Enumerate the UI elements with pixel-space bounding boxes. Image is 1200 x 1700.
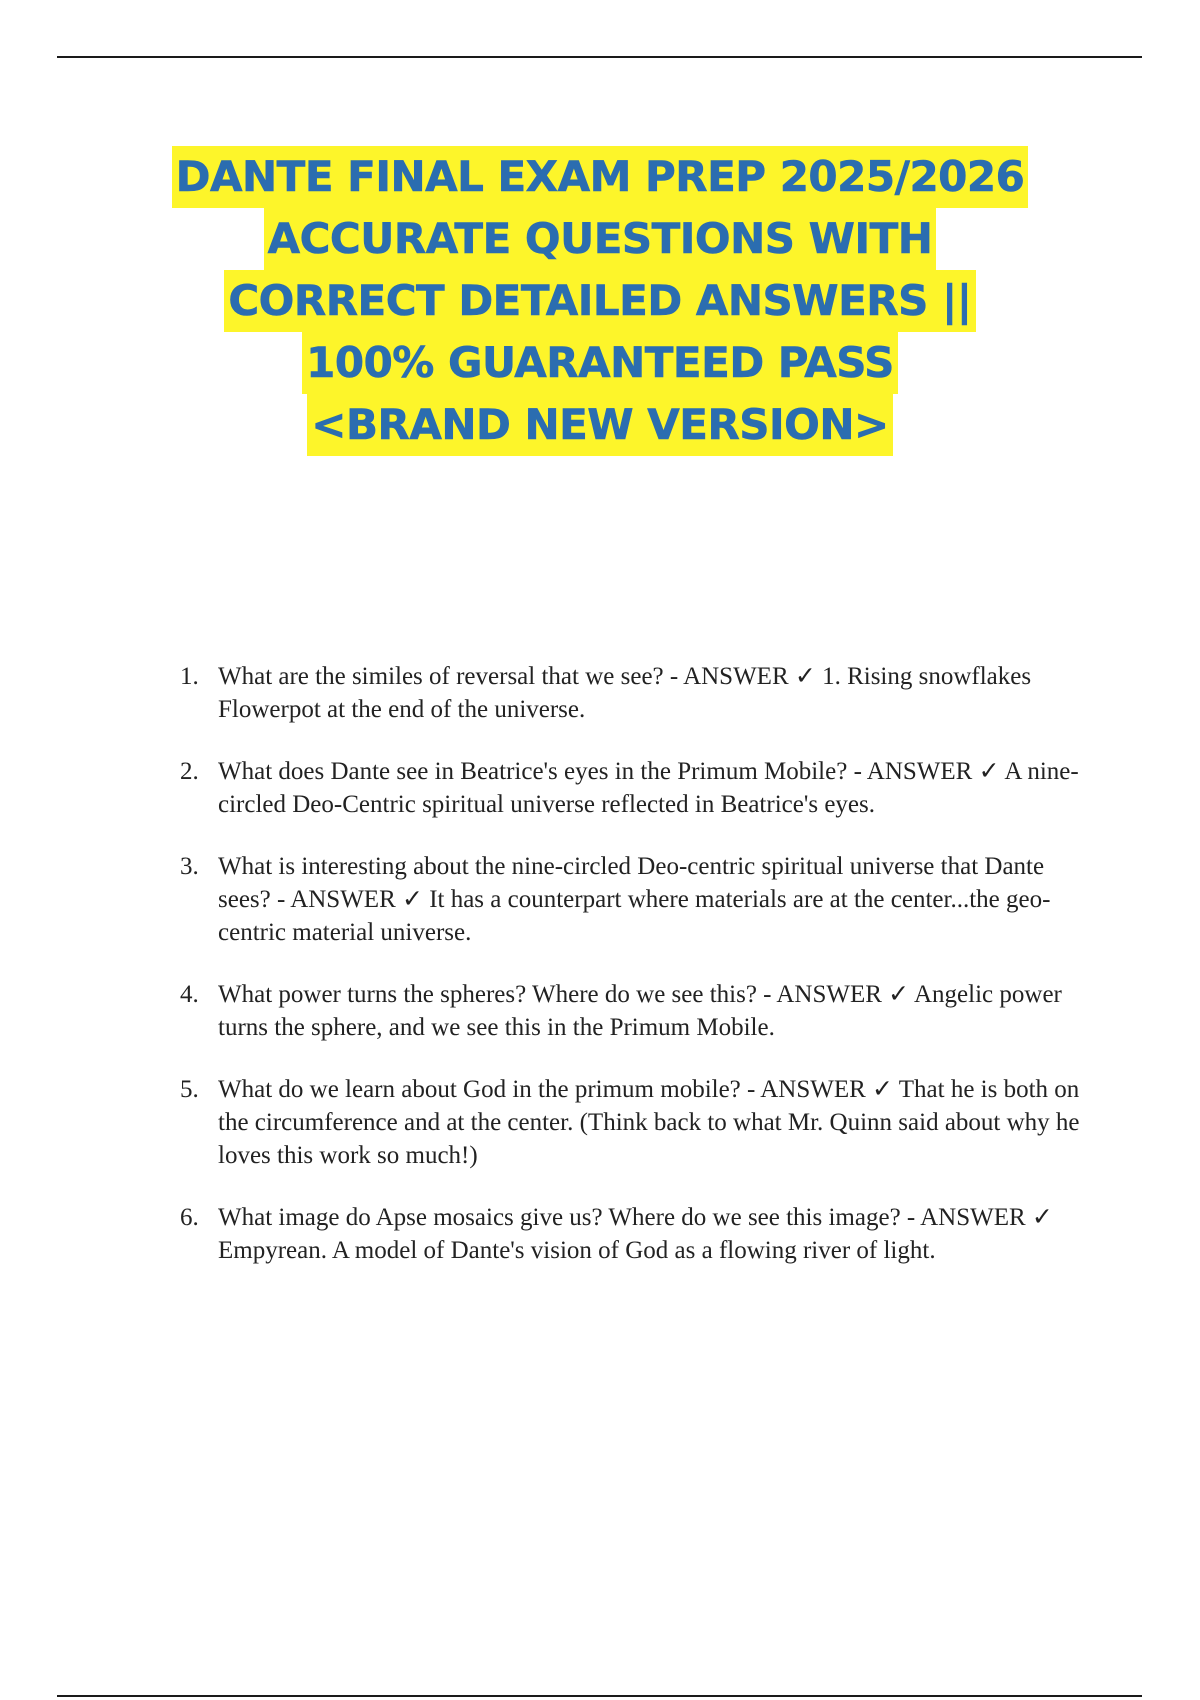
list-item	[180, 850, 1080, 949]
item-text: What image do Apse mosaics give us? Where do we see this image? - ANSWER ✓ Empyrean. A model of Dante's vision of God as a flowing river of light.	[218, 1204, 1053, 1264]
title-line-3: CORRECT DETAILED ANSWERS ||	[224, 270, 975, 332]
document-title	[0, 146, 1200, 456]
header-rule	[57, 56, 1142, 58]
list-item	[180, 660, 1080, 726]
item-number: 4.	[180, 981, 199, 1008]
list-item	[180, 1073, 1080, 1172]
item-number: 1.	[180, 663, 199, 690]
item-text: What does Dante see in Beatrice's eyes in the Primum Mobile? - ANSWER ✓ A nine-circled Deo-Centric spiritual universe reflected in Beatrice's eyes.	[218, 758, 1079, 818]
title-line-4: 100% GUARANTEED PASS	[302, 332, 898, 394]
item-number: 6.	[180, 1204, 199, 1231]
item-text: What are the similes of reversal that we see? - ANSWER ✓ 1. Rising snowflakes Flowerpot at the end of the universe.	[218, 663, 1032, 723]
title-line-1: DANTE FINAL EXAM PREP 2025/2026	[172, 146, 1029, 208]
question-list	[180, 660, 1080, 1296]
title-line-5: <BRAND NEW VERSION>	[307, 394, 892, 456]
item-text: What do we learn about God in the primum mobile? - ANSWER ✓ That he is both on the circumference and at the center. (Think back to what Mr. Quinn said about why he loves this work so much!)	[218, 1076, 1080, 1169]
item-number: 2.	[180, 758, 199, 785]
title-line-2: ACCURATE QUESTIONS WITH	[264, 208, 937, 270]
item-number: 3.	[180, 853, 199, 880]
item-text: What power turns the spheres? Where do we see this? - ANSWER ✓ Angelic power turns the sphere, and we see this in the Primum Mobile.	[218, 981, 1062, 1041]
item-text: What is interesting about the nine-circled Deo-centric spiritual universe that Dante sees? - ANSWER ✓ It has a counterpart where materials are at the center...the geo-centric material universe.	[218, 853, 1051, 946]
item-number: 5.	[180, 1076, 199, 1103]
list-item	[180, 978, 1080, 1044]
footer-rule	[57, 1695, 1142, 1697]
list-item	[180, 755, 1080, 821]
list-item	[180, 1201, 1080, 1267]
